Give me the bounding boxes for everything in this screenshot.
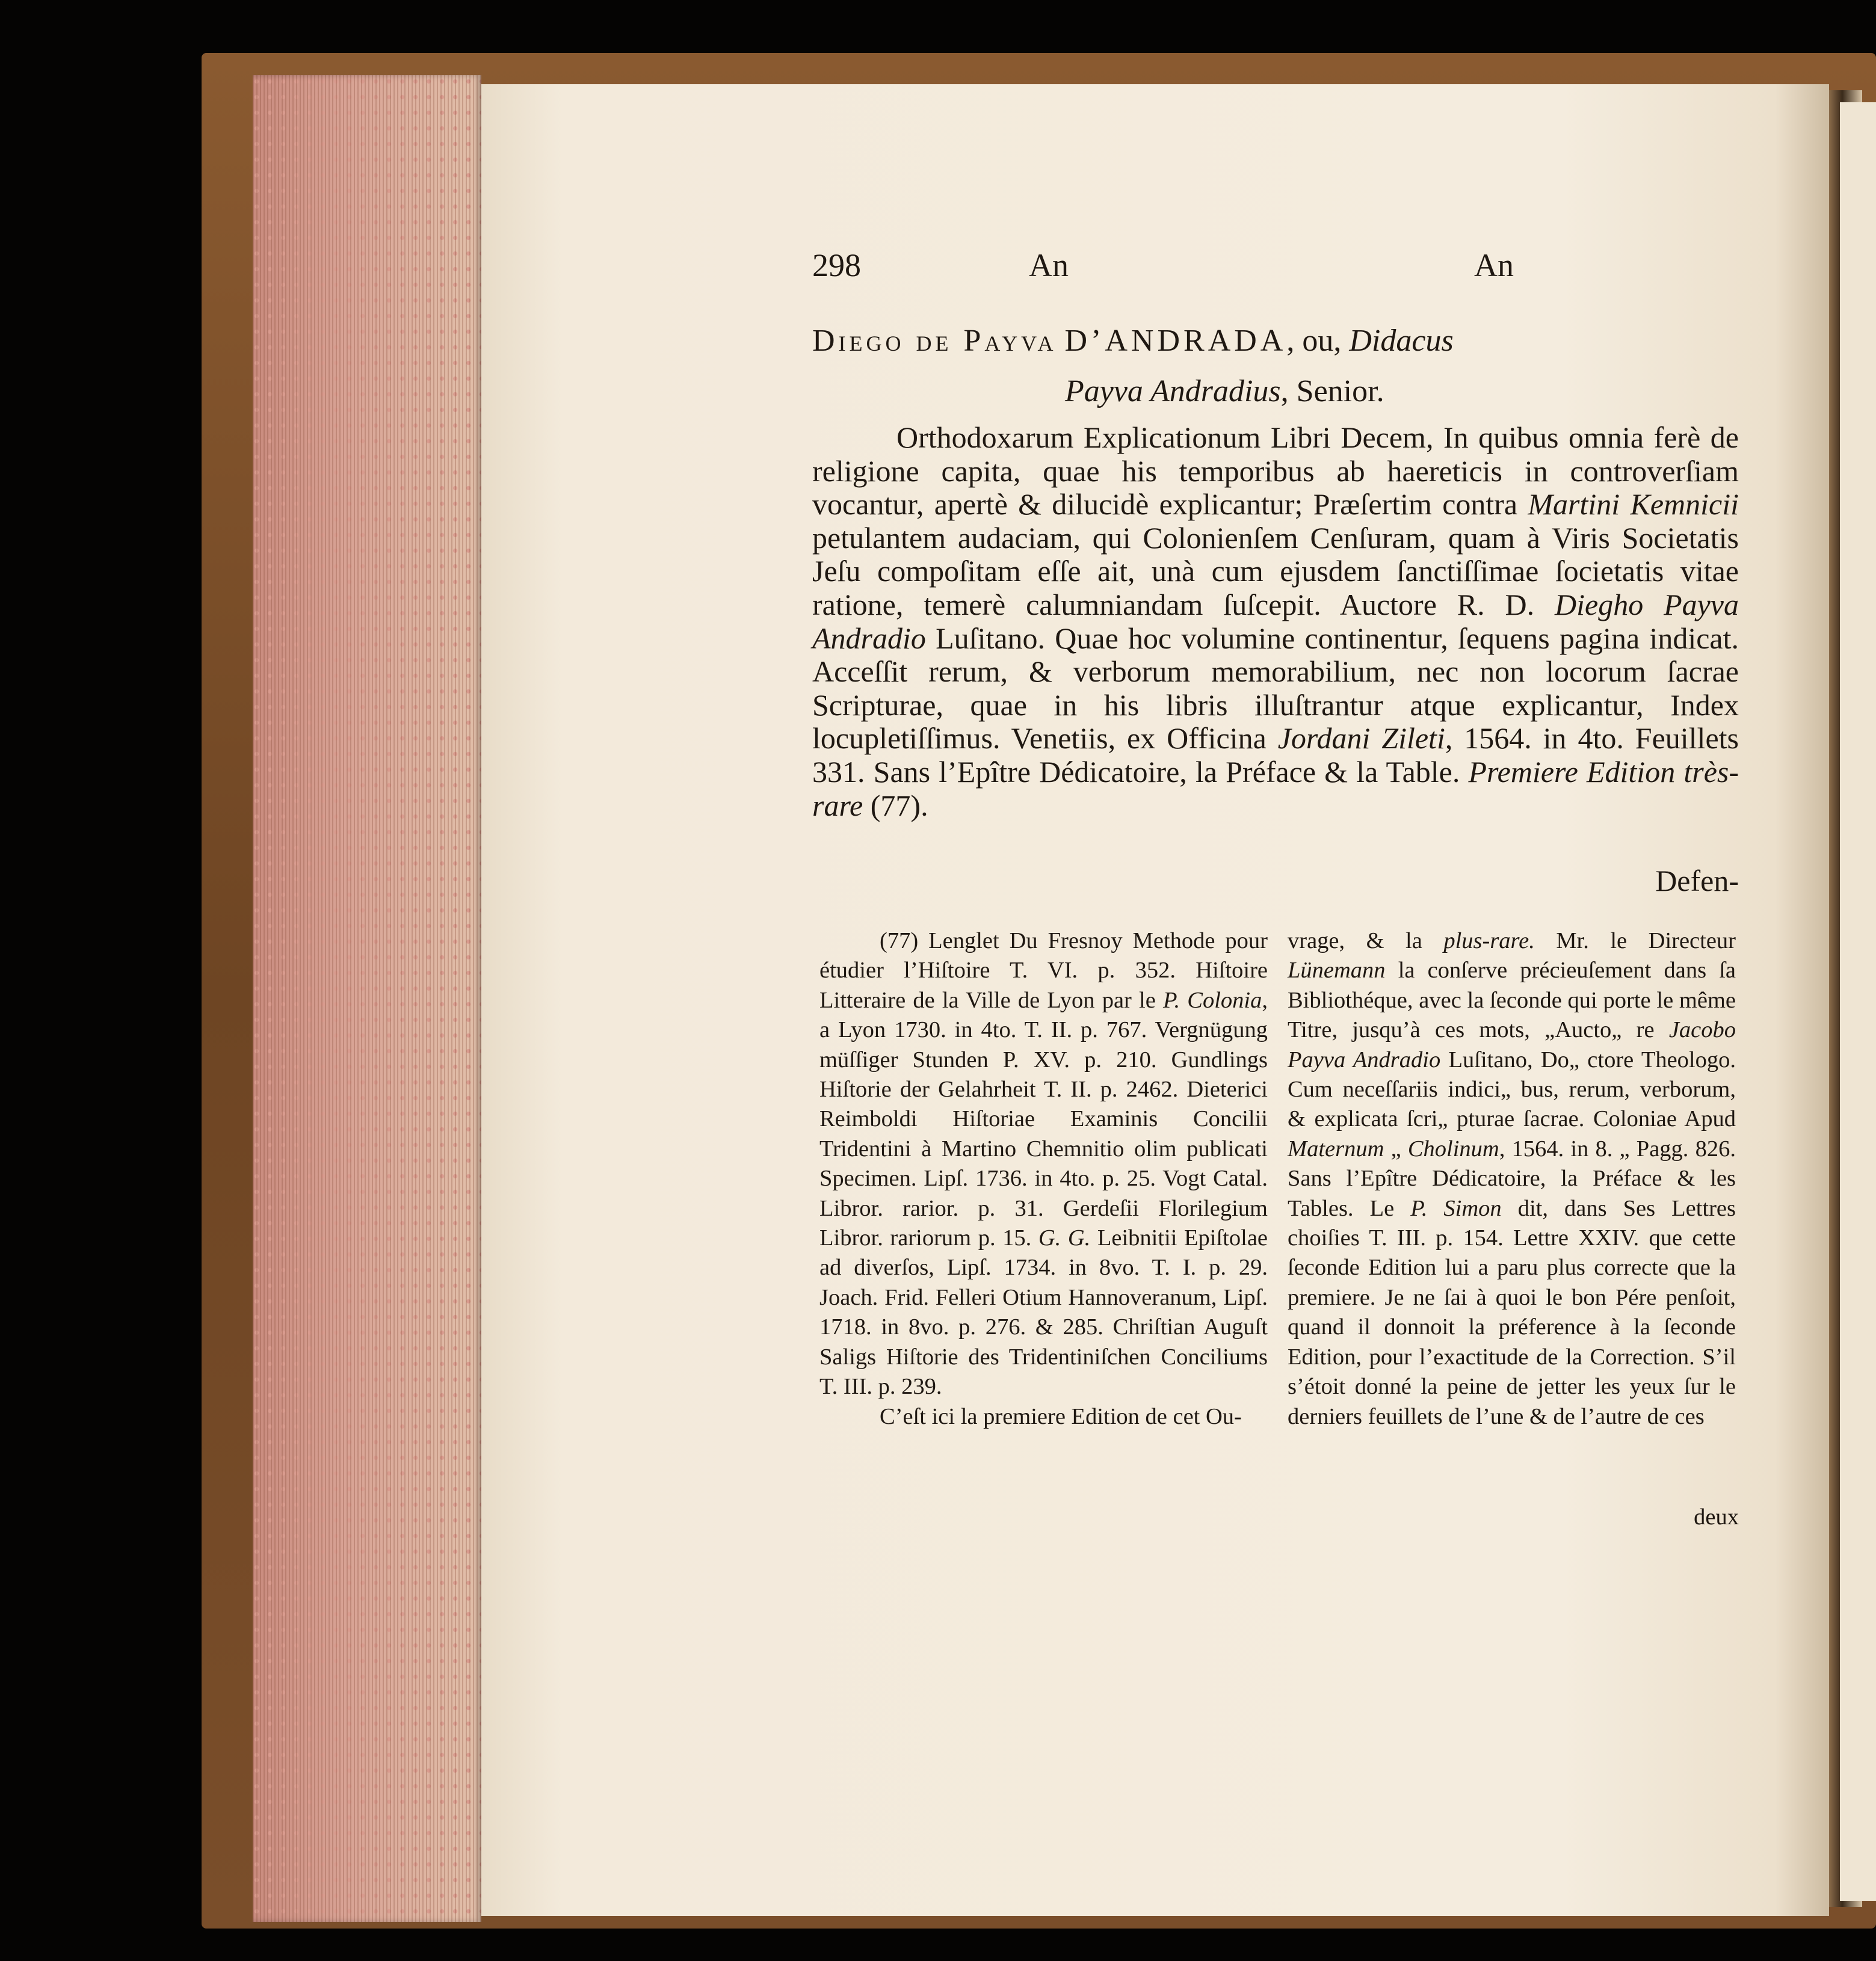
footnote-column-right (1288, 926, 1736, 1432)
text-run: Orthodoxarum Explicationum Libri Decem, In quibus omnia ferè de religione capita, quae his temporibus ab haereticis in controverſiam vocantur, apertè & dilucidè explicantur; Præſertim contra (812, 420, 1739, 522)
text-run: Mr. le Directeur (1534, 928, 1736, 953)
italic-run: Premiere Edition très-rare (812, 754, 1739, 822)
latin-name-rest: Payva Andradius (1065, 374, 1281, 408)
running-head-center: An (1029, 247, 1069, 283)
text-run: (77). (863, 788, 928, 822)
page-edges (253, 75, 481, 1922)
italic-run: Diegho Payva Andradio (812, 587, 1739, 655)
text-run: petulantem audaciam, qui Colonienſem Cenſuram, quam à Viris Societatis Jeſu compoſitam eſſe ait, unà cum ejusdem ſanctiſſimae ſocietatis vitae ratione, temerè calumniandam ſuſcepit. Auctore R. D. (812, 520, 1739, 621)
italic-run: Maternum (1288, 1136, 1384, 1162)
text-run: vrage, & la (1288, 928, 1444, 953)
text-run: , 1564. in 8. „ Pagg. 826. Sans l’Epître Dédicatoire, la Préface & les Tables. Le (1288, 1136, 1736, 1221)
italic-run: P. Simon (1410, 1195, 1502, 1221)
italic-run: P. Colonia (1162, 987, 1262, 1013)
title-line-2 (812, 366, 1739, 417)
title-line-1 (812, 316, 1739, 366)
main-entry-text (812, 421, 1739, 822)
running-head (812, 247, 1528, 295)
entry-title (812, 316, 1739, 417)
author-surname: D’ANDRADA (1064, 324, 1287, 358)
italic-run: G. G. (1038, 1225, 1091, 1251)
footnote-catchword: deux (1694, 1504, 1739, 1530)
footnote-continuation (1288, 926, 1736, 1432)
text-run: , a Lyon 1730. in 4to. T. II. p. 767. Vergnügung müſſiger Stunden P. XV. p. 210. Gundlings Hiſtorie der Gelahrheit T. II. p. 2462. Dieterici Reimboldi Hiſtoriae Examinis Concilii Tridentini à Martino Chemnitio olim publicati Specimen. Lipſ. 1736. in 4to. p. 25. Vogt Catal. Libror. rarior. p. 31. Gerdeſii Florilegium Libror. rariorum p. 15. (819, 987, 1268, 1251)
running-head-right: An (1474, 247, 1514, 283)
catchword: Defen- (1655, 864, 1739, 897)
footnote-paragraph: C’eſt ici la premiere Edition de cet Ou- (880, 1403, 1242, 1429)
text-run: Luſitano, Do„ ctore Theologo. Cum neceſſariis indici„ bus, rerum, verborum, & explicata ſcri„ pturae ſacrae. Coloniae Apud (1288, 1047, 1736, 1132)
italic-run: Cholinum (1407, 1136, 1499, 1162)
footnote-77 (819, 926, 1268, 1402)
italic-run: Jacobo Payva Andradio (1288, 1017, 1736, 1073)
italic-run: Lünemann (1288, 958, 1386, 984)
text-run: Leibnitii Epiſtolae ad diverſos, Lipſ. 1734. in 8vo. T. I. p. 29. Joach. Frid. Felleri Otium Hannoveranum, Lipſ. 1718. in 8vo. p. 276. & 285. Chriſtian Auguſt Saligs Hiſtorie des Tridentiniſchen Conciliums T. III. p. 239. (819, 1225, 1268, 1400)
footnote-column-left (819, 926, 1268, 1432)
title-connector: , ou, (1286, 324, 1350, 358)
text-run: la conſerve précieuſement dans ſa Bibliothéque, avec la ſeconde qui porte le même Titre, jusqu’à ces mots, „Aucto„ re (1288, 958, 1736, 1043)
text-run: „ (1384, 1136, 1408, 1162)
page-number: 298 (812, 247, 861, 283)
text-run: , 1564. in 4to. Feuillets 331. Sans l’Epître Dédicatoire, la Préface & la Table. (812, 721, 1739, 789)
text-run: Luſitano. Quae hoc volumine continentur, ſequens pagina indicat. Acceſſit rerum, & verborum memorabilium, nec non locorum ſacrae Scripturae, quae in his libris illuſtrantur atque explicantur, Index locupletiſſimus. Venetiis, ex Officina (812, 621, 1739, 756)
text-run: dit, dans Ses Lettres choiſies T. III. p. 154. Lettre XXIV. que cette ſeconde Edition lui a paru plus correcte que la premiere. Je ne ſai à quoi le bon Pére penſoit, quand il donnoit la préference à la ſeconde Edition, pour l’exactitude de la Correction. S’il s’étoit donné la peine de jetter les yeux ſur le derniers feuillets de l’une & de l’autre de ces (1288, 1195, 1736, 1429)
title-suffix: , Senior. (1280, 374, 1384, 408)
facing-page-edge (1840, 102, 1876, 1901)
italic-run: Jordani Zileti (1277, 721, 1445, 756)
author-name: Diego de Payva (812, 324, 1057, 358)
latin-name-first: Didacus (1349, 324, 1454, 358)
italic-run: plus-rare. (1443, 928, 1535, 953)
italic-run: Martini Kemnicii (1528, 487, 1739, 522)
text-run: (77) Lenglet Du Fresnoy Methode pour étudier l’Hiſtoire T. VI. p. 352. Hiſtoire Litteraire de la Ville de Lyon par le (819, 928, 1268, 1013)
